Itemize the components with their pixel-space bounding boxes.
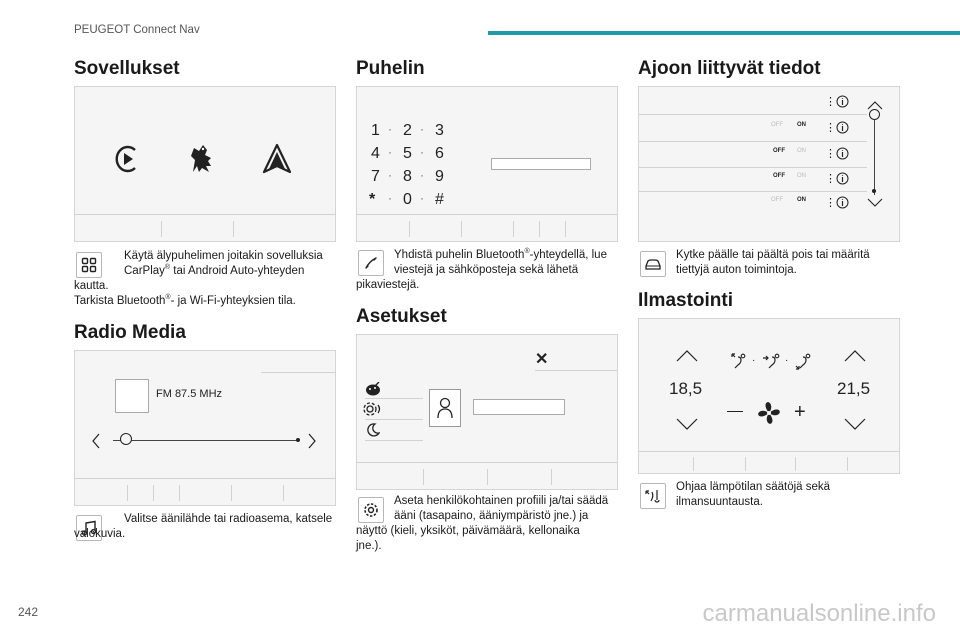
settings-desc-line: Aseta henkilökohtainen profiili ja/tai säädä xyxy=(394,495,609,507)
station-frequency: FM 87.5 MHz xyxy=(156,388,223,400)
phone-desc-line: pikaviestejä. xyxy=(356,279,420,291)
toggle-off-label[interactable]: OFF xyxy=(771,197,783,203)
keypad-key[interactable]: * xyxy=(369,191,376,208)
slider-end-dot xyxy=(296,438,300,442)
info-icon[interactable] xyxy=(836,172,849,190)
phone-description xyxy=(356,248,622,293)
options-icon[interactable]: ⋮ xyxy=(825,122,836,134)
apps-desc-line xyxy=(74,264,340,279)
temperature-right: 21,5 xyxy=(837,379,871,398)
temp-right-down-icon[interactable] xyxy=(844,417,866,435)
airflow-feet-icon[interactable] xyxy=(794,351,814,376)
phone-screen: 1 2 3 4 5 6 7 8 9 * 0 # · · · · · · · · xyxy=(356,86,618,242)
phone-desc-line: viestejä ja sähköposteja sekä lähetä xyxy=(394,264,579,276)
apps-desc-line: Käytä älypuhelimen joitakin sovelluksia xyxy=(124,250,323,262)
climate-description xyxy=(638,480,904,510)
keypad-key[interactable]: 5 xyxy=(403,145,412,162)
options-icon[interactable]: ⋮ xyxy=(825,148,836,160)
toggle-on-label[interactable]: ON xyxy=(797,148,806,154)
apps-description xyxy=(74,249,340,309)
keypad-key[interactable]: 2 xyxy=(403,122,412,139)
driving-heading: Ajoon liittyvät tiedot xyxy=(638,58,821,79)
radio-heading: Radio Media xyxy=(74,322,186,343)
options-icon[interactable]: ⋮ xyxy=(825,96,836,108)
number-display-field[interactable] xyxy=(491,158,591,170)
info-icon[interactable] xyxy=(836,95,849,113)
keypad-key[interactable]: 8 xyxy=(403,168,412,185)
info-icon[interactable] xyxy=(836,121,849,139)
climate-desc-line: Ohjaa lämpötilan säätöjä sekä xyxy=(676,481,831,493)
settings-desc-line: näyttö (kieli, yksiköt, päivämäärä, kellonaika xyxy=(356,525,580,537)
apps-screen xyxy=(74,86,336,242)
apps-desc-line: kautta. xyxy=(74,280,109,292)
toggle-off-label[interactable]: OFF xyxy=(771,122,783,128)
radio-description xyxy=(74,512,340,542)
climate-heading: Ilmastointi xyxy=(638,290,734,311)
header-accent-bar xyxy=(488,31,960,35)
temp-right-up-icon[interactable] xyxy=(844,349,866,367)
radio-desc-line: Valitse äänilähde tai radioasema, katsele xyxy=(124,513,333,525)
climate-desc-line: ilmansuuntausta. xyxy=(676,496,763,508)
registered-mark: ® xyxy=(524,248,530,256)
running-header: PEUGEOT Connect Nav xyxy=(74,24,200,36)
driving-desc-line: tiettyjä auton toimintoja. xyxy=(676,264,797,276)
close-icon[interactable]: ✕ xyxy=(535,351,549,368)
temp-left-down-icon[interactable] xyxy=(676,417,698,435)
peugeot-lion-icon[interactable] xyxy=(185,142,217,181)
profile-name-field[interactable] xyxy=(473,399,565,415)
scroll-handle[interactable] xyxy=(869,109,880,120)
apps-desc-line xyxy=(74,294,340,309)
phone-connection-text: -yhteydellä, lue xyxy=(529,249,607,261)
airflow-face-icon[interactable] xyxy=(729,351,749,376)
android-auto-icon[interactable] xyxy=(261,142,293,181)
settings-heading: Asetukset xyxy=(356,306,447,327)
android-auto-text: tai Android Auto-yhteyden xyxy=(170,265,305,277)
station-artwork xyxy=(115,379,149,413)
info-icon[interactable] xyxy=(836,196,849,214)
driving-screen xyxy=(638,86,900,242)
fan-decrease-icon[interactable] xyxy=(727,411,743,412)
registered-mark: ® xyxy=(164,264,171,272)
toggle-on-label[interactable]: ON xyxy=(797,173,806,179)
wifi-text: - ja Wi-Fi-yhteyksien tila. xyxy=(170,295,296,307)
fan-icon[interactable] xyxy=(755,399,783,432)
page-number: 242 xyxy=(18,605,39,619)
scroll-track[interactable] xyxy=(874,117,875,195)
carplay-label: CarPlay xyxy=(124,265,165,277)
keypad-key[interactable]: 3 xyxy=(435,122,444,139)
airflow-body-icon[interactable] xyxy=(761,351,781,376)
frequency-slider-handle[interactable] xyxy=(120,433,132,445)
toggle-off-label[interactable]: OFF xyxy=(773,148,785,154)
scroll-end-dot xyxy=(872,189,876,193)
settings-description xyxy=(356,494,622,554)
apps-heading: Sovellukset xyxy=(74,58,180,79)
frequency-slider-track[interactable] xyxy=(113,440,299,441)
settings-desc-line: jne.). xyxy=(356,540,382,552)
toggle-off-label[interactable]: OFF xyxy=(773,173,785,179)
settings-desc-line: ääni (tasapaino, ääniympäristö jne.) ja xyxy=(394,510,589,522)
climate-screen: 18,5 21,5 · · + xyxy=(638,318,900,474)
registered-mark: ® xyxy=(165,294,171,302)
keypad-key[interactable]: 7 xyxy=(371,168,380,185)
next-station-icon[interactable] xyxy=(307,433,317,454)
keypad-key[interactable]: 6 xyxy=(435,145,444,162)
profile-button[interactable] xyxy=(429,389,461,427)
keypad-key[interactable]: 9 xyxy=(435,168,444,185)
settings-screen xyxy=(356,334,618,490)
phone-desc-line xyxy=(356,248,622,263)
driving-description xyxy=(638,248,904,278)
keypad-key[interactable]: # xyxy=(435,191,444,208)
phone-heading: Puhelin xyxy=(356,58,425,79)
scroll-down-icon[interactable] xyxy=(867,195,883,213)
info-icon[interactable] xyxy=(836,147,849,165)
keypad-key[interactable]: 1 xyxy=(371,122,380,139)
fan-increase-icon[interactable]: + xyxy=(794,401,806,423)
temp-left-up-icon[interactable] xyxy=(676,349,698,367)
previous-station-icon[interactable] xyxy=(91,433,101,454)
keypad-key[interactable]: 0 xyxy=(403,191,412,208)
keypad-key[interactable]: 4 xyxy=(371,145,380,162)
temperature-left: 18,5 xyxy=(669,379,703,398)
toggle-on-label[interactable]: ON xyxy=(797,122,806,128)
options-icon[interactable]: ⋮ xyxy=(825,173,836,185)
watermark: carmanualsonline.info xyxy=(702,600,936,627)
toggle-on-label[interactable]: ON xyxy=(797,197,806,203)
radio-desc-line: valokuvia. xyxy=(74,528,126,540)
carplay-icon[interactable] xyxy=(113,144,141,179)
radio-screen xyxy=(74,350,336,506)
options-icon[interactable]: ⋮ xyxy=(825,197,836,209)
bluetooth-label: Tarkista Bluetooth xyxy=(74,295,166,307)
driving-desc-line: Kytke päälle tai päältä pois tai määritä xyxy=(676,249,870,261)
phone-bluetooth-text: Yhdistä puhelin Bluetooth xyxy=(394,249,525,261)
